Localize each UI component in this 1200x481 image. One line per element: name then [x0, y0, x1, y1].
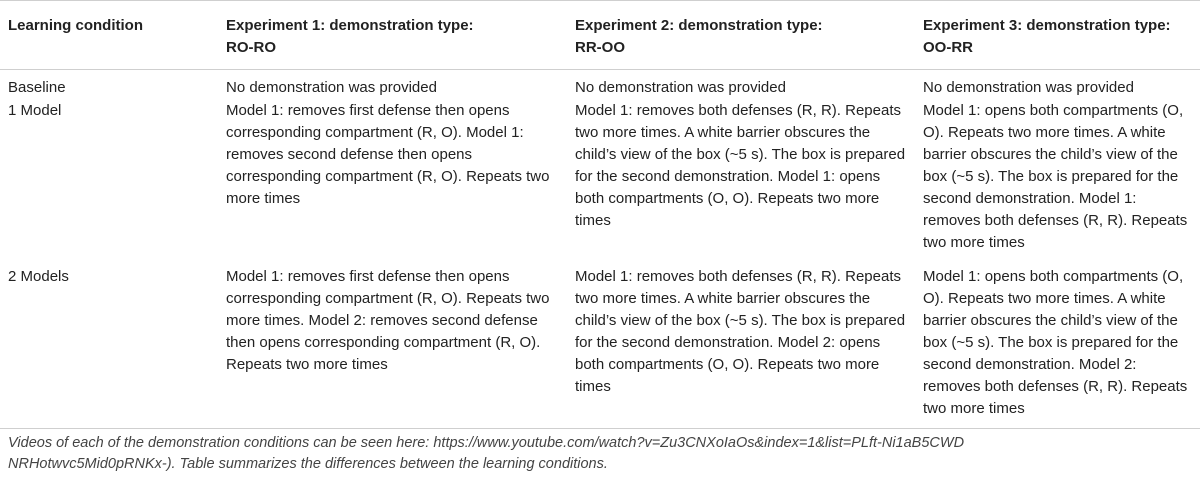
cell-experiment-2: Model 1: removes both defenses (R, R). Repeats two more times. A white barrier obscures the child’s view of the box (~5 s). The box is prepared for the second demonstration. Model 1: opens both compartments (O, O). Repeats two more times [575, 102, 906, 229]
header-text: Learning condition [8, 17, 143, 34]
table-header [0, 1, 1200, 70]
table-row-baseline [0, 70, 1200, 100]
header-row [0, 1, 1200, 70]
cell-experiment-1: Model 1: removes first defense then opens corresponding compartment (R, O). Repeats two more times. Model 2: removes second defense then opens corresponding compartment (R, O). Repeats two more times [226, 268, 550, 373]
table-row-1-model [0, 99, 1200, 265]
cell-experiment-3: Model 1: opens both compartments (O, O). Repeats two more times. A white barrier obscures the child’s view of the box (~5 s). The box is prepared for the second demonstration. Model 1: removes both defenses (R, R). Repeats two more times [923, 102, 1188, 251]
header-experiment-2 [567, 1, 915, 70]
footnote-line-1: Videos of each of the demonstration conditions can be seen here: https://www.youtube.com/watch?v=Zu3CNXoIaOs&index=1&list=PLft-Ni1aB5CWD [8, 435, 965, 451]
cell-experiment-1: No demonstration was provided [226, 79, 437, 96]
header-text: Experiment 1: demonstration type: [226, 17, 474, 34]
cell-experiment-3: Model 1: opens both compartments (O, O). Repeats two more times. A white barrier obscures the child’s view of the box (~5 s). The box is prepared for the second demonstration. Model 2: removes both defenses (R, R). Repeats two more times [923, 268, 1188, 417]
header-learning-condition [0, 1, 218, 70]
cell-experiment-3: No demonstration was provided [923, 79, 1134, 96]
header-text: Experiment 2: demonstration type: [575, 17, 823, 34]
cell-condition: 2 Models [8, 268, 69, 285]
header-text: Experiment 3: demonstration type: [923, 17, 1171, 34]
cell-experiment-2: Model 1: removes both defenses (R, R). Repeats two more times. A white barrier obscures the child’s view of the box (~5 s). The box is prepared for the second demonstration. Model 2: opens both compartments (O, O). Repeats two more times [575, 268, 906, 395]
table-body [0, 70, 1200, 429]
header-experiment-1 [218, 1, 567, 70]
cell-experiment-2: No demonstration was provided [575, 79, 786, 96]
header-experiment-3 [915, 1, 1200, 70]
cell-condition: 1 Model [8, 102, 62, 119]
header-demo-type: RO-RO [226, 39, 276, 56]
table-row-2-models [0, 265, 1200, 429]
table-footnote [8, 433, 1193, 475]
header-demo-type: OO-RR [923, 39, 973, 56]
footnote-line-2: NRHotwvc5Mid0pRNKx-). Table summarizes the differences between the learning conditions. [8, 456, 608, 472]
cell-experiment-1: Model 1: removes first defense then opens corresponding compartment (R, O). Model 1: removes second defense then opens corresponding compartment (R, O). Repeats two more times [226, 102, 550, 207]
cell-condition: Baseline [8, 79, 66, 96]
header-demo-type: RR-OO [575, 39, 625, 56]
